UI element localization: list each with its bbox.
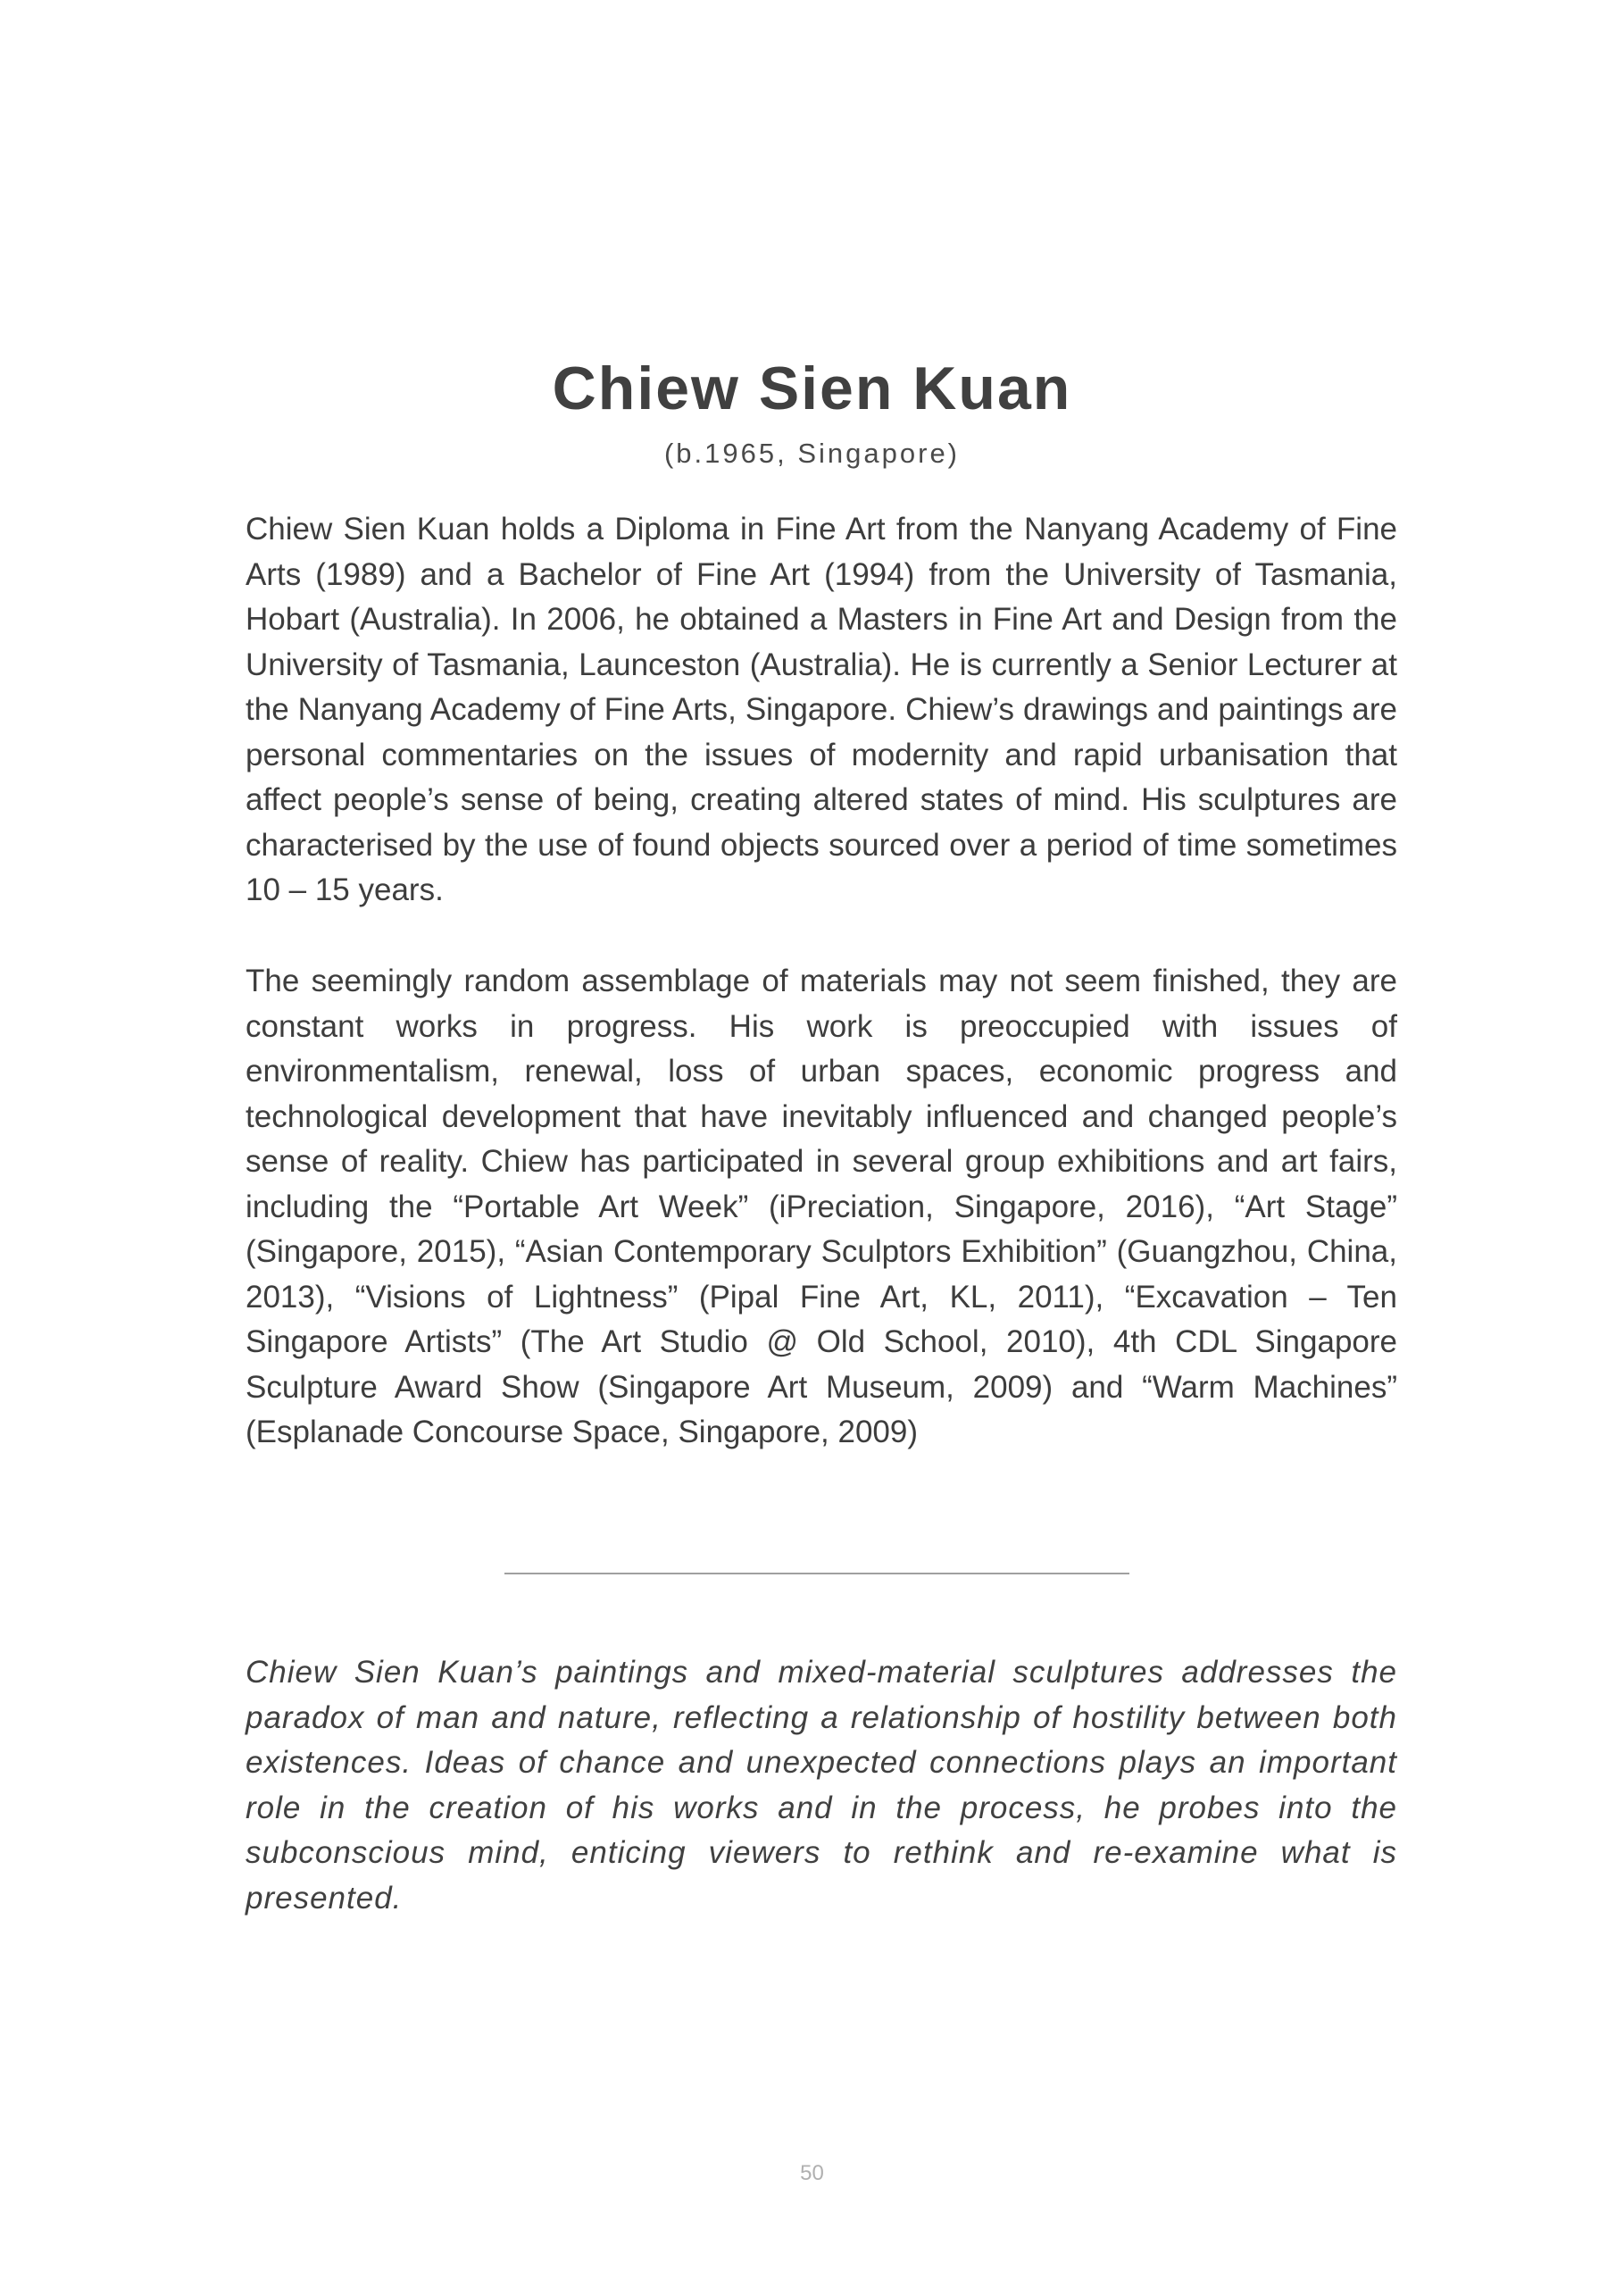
- biography-paragraph-2: The seemingly random assemblage of materials may not seem finished, they are constant works in progress. His work is preoccupied with issues of environmentalism, renewal, loss of urban spaces, economic progress and technological development that have inevitably influenced and changed people’s sense of reality. Chiew has participated in several group exhibitions and art fairs, including the “Portable Art Week” (iPreciation, Singapore, 2016), “Art Stage” (Singapore, 2015), “Asian Contemporary Sculptors Exhibition” (Guangzhou, China, 2013), “Visions of Lightness” (Pipal Fine Art, KL, 2011), “Excavation – Ten Singapore Artists” (The Art Studio @ Old School, 2010), 4th CDL Singapore Sculpture Award Show (Singapore Art Museum, 2009) and “Warm Machines” (Esplanade Concourse Space, Singapore, 2009): [246, 964, 1397, 1449]
- artist-name-heading: Chiew Sien Kuan: [552, 355, 1072, 422]
- section-divider: [504, 1573, 1129, 1574]
- biography-paragraph-1: Chiew Sien Kuan holds a Diploma in Fine Art from the Nanyang Academy of Fine Arts (1989) and a Bachelor of Fine Art (1994) from the University of Tasmania, Hobart (Australia). In 2006, he obtained a Masters in Fine Art and Design from the University of Tasmania, Launceston (Australia). He is currently a Senior Lecturer at the Nanyang Academy of Fine Arts, Singapore. Chiew’s drawings and paintings are personal commentaries on the issues of modernity and rapid urbanisation that affect people’s sense of being, creating altered states of mind. His sculptures are characterised by the use of found objects sourced over a period of time sometimes 10 – 15 years.: [246, 512, 1397, 907]
- artist-statement: Chiew Sien Kuan’s paintings and mixed-material sculptures addresses the paradox of man and nature, reflecting a relationship of hostility between both existences. Ideas of chance and unexpected connections plays an important role in the creation of his works and in the process, he probes into the subconscious mind, enticing viewers to rethink and re-examine what is presented.: [246, 1655, 1397, 1916]
- artist-birth-info: (b.1965, Singapore): [663, 438, 961, 469]
- page-number: 50: [800, 2161, 824, 2185]
